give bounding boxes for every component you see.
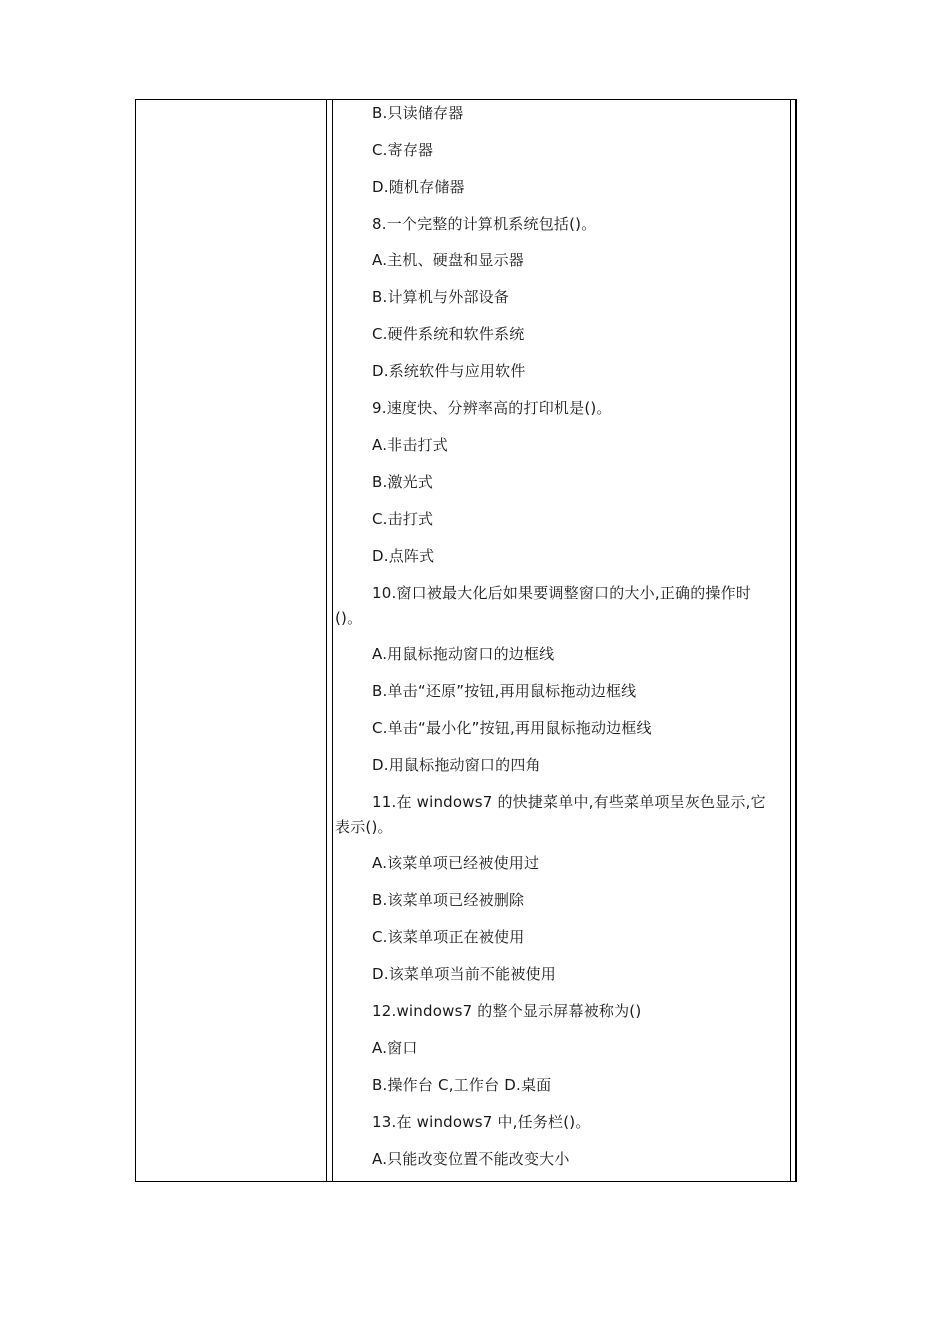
option-line: A.只能改变位置不能改变大小 [372, 1150, 570, 1168]
option-line: A.主机、硬盘和显示器 [372, 251, 524, 269]
question-line: 11.在 windows7 的快捷菜单中,有些菜单项呈灰色显示,它 [372, 793, 766, 811]
question-line: 13.在 windows7 中,任务栏()。 [372, 1113, 591, 1131]
option-line: C.击打式 [372, 510, 434, 528]
option-line: C.硬件系统和软件系统 [372, 325, 525, 343]
option-line: D.用鼠标拖动窗口的四角 [372, 756, 541, 774]
option-line: B.激光式 [372, 473, 434, 491]
option-line: B.计算机与外部设备 [372, 288, 510, 306]
option-line: C.单击“最小化”按钮,再用鼠标拖动边框线 [372, 719, 652, 737]
option-line: A.该菜单项已经被使用过 [372, 854, 540, 872]
option-line: B.操作台 C,工作台 D.桌面 [372, 1076, 552, 1094]
question-line: 10.窗口被最大化后如果要调整窗口的大小,正确的操作时 [372, 584, 752, 602]
column-divider [332, 100, 333, 1181]
option-line: D.随机存储器 [372, 178, 465, 196]
column-divider [795, 100, 796, 1181]
question-line: 9.速度快、分辨率高的打印机是()。 [372, 399, 612, 417]
question-line: 12.windows7 的整个显示屏幕被称为() [372, 1002, 642, 1020]
option-line: B.单击“还原”按钮,再用鼠标拖动边框线 [372, 682, 637, 700]
option-line: C.该菜单项正在被使用 [372, 928, 525, 946]
option-line: B.只读储存器 [372, 104, 464, 122]
option-line: B.该菜单项已经被删除 [372, 891, 525, 909]
question-line-cont: 表示()。 [335, 818, 393, 836]
column-divider [326, 100, 327, 1181]
option-line: A.用鼠标拖动窗口的边框线 [372, 645, 555, 663]
question-line: 8.一个完整的计算机系统包括()。 [372, 215, 597, 233]
option-line: D.点阵式 [372, 547, 435, 565]
option-line: A.非击打式 [372, 436, 448, 454]
option-line: D.系统软件与应用软件 [372, 362, 526, 380]
question-line-cont: ()。 [335, 609, 363, 627]
option-line: A.窗口 [372, 1039, 418, 1057]
column-divider [790, 100, 791, 1181]
option-line: C.寄存器 [372, 141, 434, 159]
option-line: D.该菜单项当前不能被使用 [372, 965, 556, 983]
